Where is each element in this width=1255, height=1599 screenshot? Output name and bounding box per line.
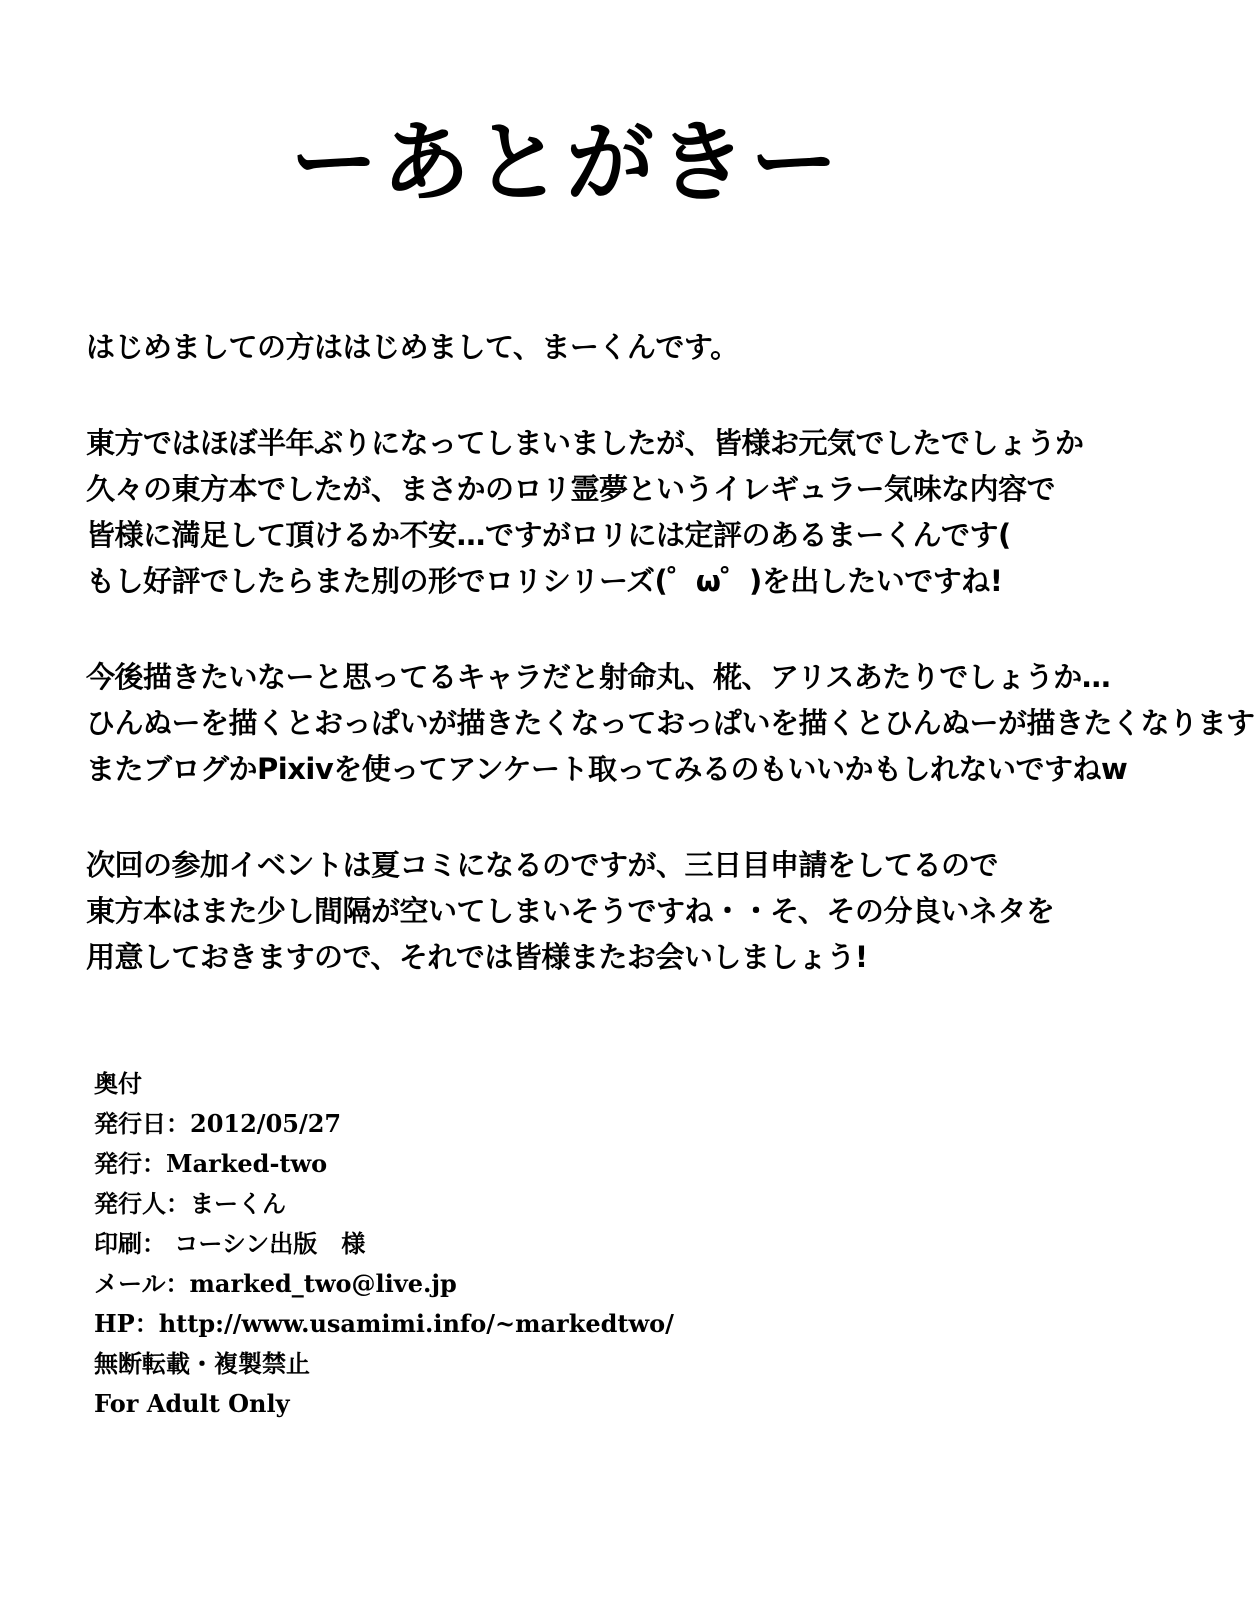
colophon-row-adult-only [94,1384,994,1424]
colophon-label: 印刷： [94,1229,166,1258]
colophon-heading: 奥付 [94,1069,142,1098]
colophon-label: 発行： [94,1149,166,1178]
text-line: 用意しておきますので、それでは皆様またお会いしましょう! [86,940,868,974]
text-line: 東方本はまた少し間隔が空いてしまいそうですね・・そ、その分良いネタを [86,894,1055,928]
colophon [94,1064,994,1424]
text-line: 皆様に満足して頂けるか不安…ですがロリには定評のあるまーくんです( [86,518,1011,552]
colophon-row-issuer [94,1184,994,1224]
colophon-value: Marked-two [166,1149,328,1178]
paragraph-future-plans [86,654,1255,792]
colophon-row-publisher [94,1144,994,1184]
colophon-label: HP： [94,1309,159,1338]
text-line: 久々の東方本でしたが、まさかのロリ霊夢というイレギュラー気味な内容で [86,472,1056,506]
page-title: ーあとがきー [289,111,842,214]
text-line: またブログかPixivを使ってアンケート取ってみるのもいいかもしれないですねw [86,752,1128,786]
colophon-row-release-date [94,1104,994,1144]
colophon-value: 無断転載・複製禁止 [94,1349,310,1378]
paragraph-next-event [86,842,1086,980]
text-line: はじめましての方ははじめまして、まーくんです。 [86,330,739,364]
text-line: もし好評でしたらまた別の形でロリシリーズ(゜ω゜)を出したいですね! [86,564,1003,598]
paragraph-greeting [86,324,1086,370]
colophon-row-printer [94,1224,994,1264]
colophon-row-email [94,1264,994,1304]
colophon-row-no-reproduction [94,1344,994,1384]
colophon-row-homepage [94,1304,994,1344]
colophon-label: メール： [94,1269,190,1298]
colophon-label: 発行日： [94,1109,190,1138]
paragraph-current-book [86,420,1086,604]
colophon-value: まーくん [190,1189,286,1218]
colophon-value: http://www.usamimi.info/~markedtwo/ [158,1309,674,1338]
text-line: 今後描きたいなーと思ってるキャラだと射命丸、椛、アリスあたりでしょうか… [86,660,1111,694]
text-line: 東方ではほぼ半年ぶりになってしまいましたが、皆様お元気でしたでしょうか [86,426,1084,460]
colophon-label: 発行人： [94,1189,190,1218]
colophon-value: 2012/05/27 [190,1109,342,1138]
colophon-value: marked_two@live.jp [189,1269,457,1298]
colophon-value: コーシン出版 様 [166,1229,366,1258]
colophon-value: For Adult Only [94,1389,290,1418]
text-line: ひんぬーを描くとおっぱいが描きたくなっておっぱいを描くとひんぬーが描きたくなります [86,706,1255,740]
text-line: 次回の参加イベントは夏コミになるのですが、三日目申請をしてるので [86,848,999,882]
afterword-body [86,324,1255,1030]
